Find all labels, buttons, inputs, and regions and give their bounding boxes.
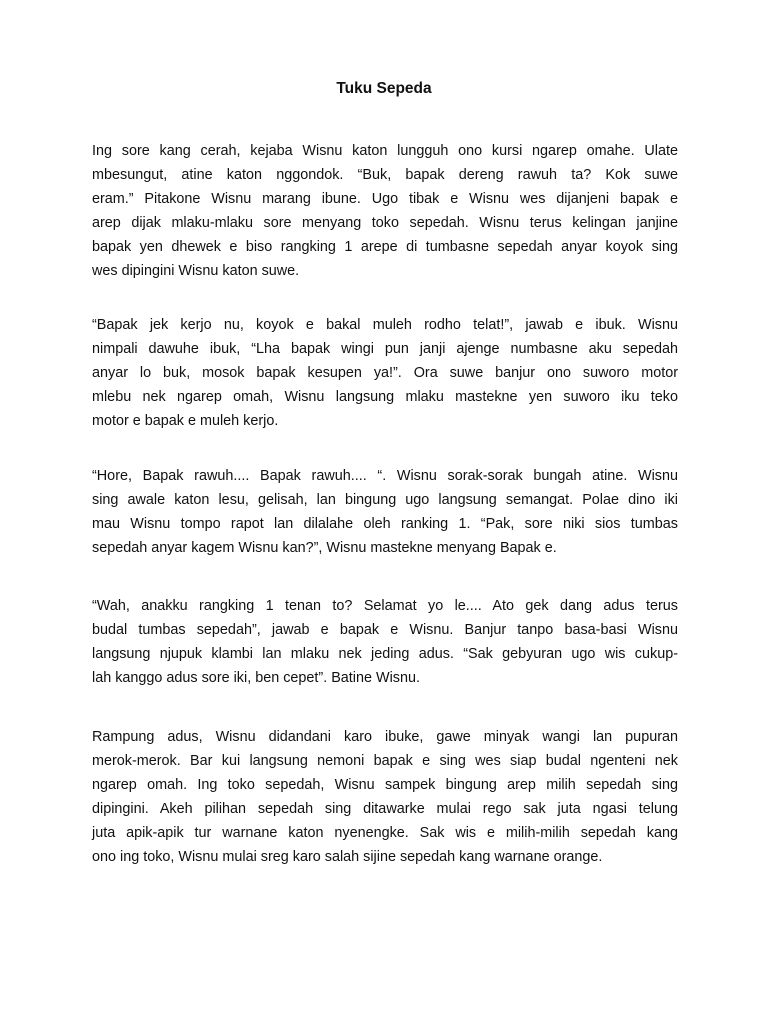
- paragraph-line: sepedah anyar kagem Wisnu kan?”, Wisnu mastekne menyang Bapak e.: [92, 540, 557, 556]
- paragraph-line: mlebu nek ngarep omah, Wisnu langsung mlaku mastekne yen suworo iku teko: [92, 389, 678, 405]
- paragraph-1: [92, 139, 678, 283]
- paragraph-line: dipingini. Akeh pilihan sepedah sing ditawarke mulai rego sak juta ngasi telung: [92, 801, 678, 817]
- paragraph-line: bapak yen dhewek e biso rangking 1 arepe di tumbasne sepedah anyar koyok sing: [92, 239, 678, 255]
- paragraph-line: budal tumbas sepedah”, jawab e bapak e Wisnu. Banjur tanpo basa-basi Wisnu: [92, 622, 678, 638]
- paragraph-line: Ing sore kang cerah, kejaba Wisnu katon lungguh ono kursi ngarep omahe. Ulate: [92, 143, 678, 159]
- paragraph-line: Rampung adus, Wisnu didandani karo ibuke, gawe minyak wangi lan pupuran: [92, 729, 678, 745]
- paragraph-line: merok-merok. Bar kui langsung nemoni bapak e sing wes siap budal ngenteni nek: [92, 753, 678, 769]
- paragraph-line: lah kanggo adus sore iki, ben cepet”. Batine Wisnu.: [92, 670, 420, 686]
- paragraph-line: motor e bapak e muleh kerjo.: [92, 413, 279, 429]
- paragraph-line: eram.” Pitakone Wisnu marang ibune. Ugo tibak e Wisnu wes dijanjeni bapak e: [92, 191, 678, 207]
- paragraph-line: “Hore, Bapak rawuh.... Bapak rawuh.... “. Wisnu sorak-sorak bungah atine. Wisnu: [92, 468, 678, 484]
- paragraph-line: nimpali dawuhe ibuk, “Lha bapak wingi pun janji ajenge numbasne aku sepedah: [92, 341, 678, 357]
- paragraph-line: mbesungut, atine katon nggondok. “Buk, bapak dereng rawuh ta? Kok suwe: [92, 167, 678, 183]
- paragraph-line: wes dipingini Wisnu katon suwe.: [92, 263, 300, 279]
- paragraph-line: anyar lo buk, mosok bapak kesupen ya!”. Ora suwe banjur ono suworo motor: [92, 365, 678, 381]
- paragraph-line: sing awale katon lesu, gelisah, lan bingung ugo langsung semangat. Polae dino iki: [92, 492, 678, 508]
- paragraph-line: ngarep omah. Ing toko sepedah, Wisnu sampek bingung arep milih sepedah sing: [92, 777, 678, 793]
- paragraph-line: “Wah, anakku rangking 1 tenan to? Selamat yo le.... Ato gek dang adus terus: [92, 598, 678, 614]
- paragraph-5: [92, 725, 678, 869]
- paragraph-line: juta apik-apik tur warnane katon nyenengke. Sak wis e milih-milih sepedah kang: [92, 825, 678, 841]
- paragraph-line: langsung njupuk klambi lan mlaku nek jeding adus. “Sak gebyuran ugo wis cukup-: [92, 646, 678, 662]
- paragraph-line: ono ing toko, Wisnu mulai sreg karo salah sijine sepedah kang warnane orange.: [92, 849, 603, 865]
- paragraph-4: [92, 594, 678, 690]
- paragraph-line: mau Wisnu tompo rapot lan dilalahe oleh ranking 1. “Pak, sore niki sios tumbas: [92, 516, 678, 532]
- document-title: Tuku Sepeda: [336, 80, 432, 97]
- paragraph-line: “Bapak jek kerjo nu, koyok e bakal muleh rodho telat!”, jawab e ibuk. Wisnu: [92, 317, 678, 333]
- paragraph-line: arep dijak mlaku-mlaku sore menyang toko sepedah. Wisnu terus kelingan janjine: [92, 215, 678, 231]
- paragraph-2: [92, 313, 678, 433]
- paragraph-3: [92, 464, 678, 560]
